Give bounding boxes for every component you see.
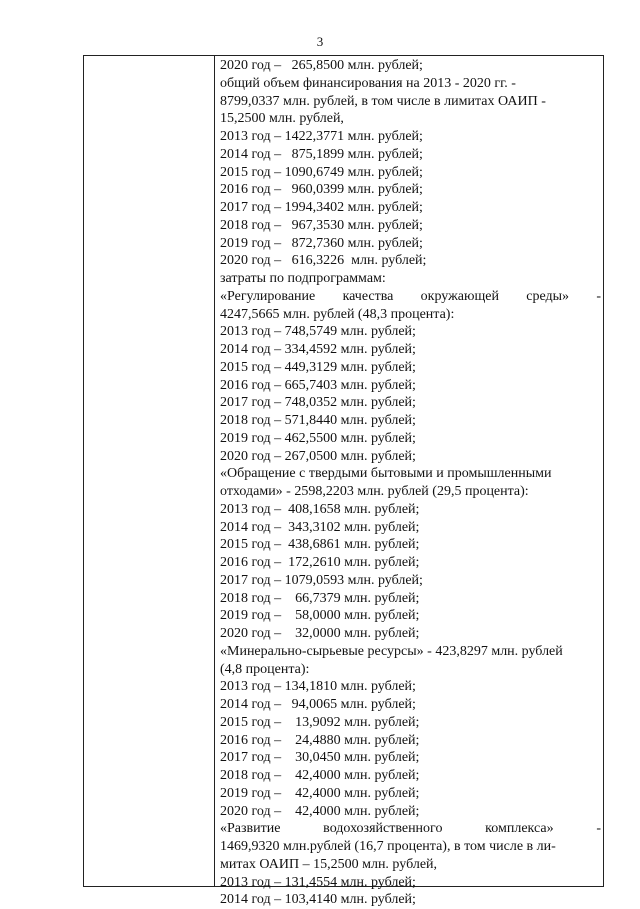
text-line: 2014 год – 875,1899 млн. рублей;: [220, 146, 423, 162]
text-line: «Обращение с твердыми бытовыми и промышленными: [220, 466, 552, 482]
text-line: 2019 год – 462,5500 млн. рублей;: [220, 430, 416, 446]
text-line: (4,8 процента):: [220, 661, 310, 677]
text-line: 2013 год – 408,1658 млн. рублей;: [220, 501, 420, 517]
text-line: «Регулирование качества окружающей среды» -: [220, 288, 601, 304]
text-line: 4247,5665 млн. рублей (48,3 процента):: [220, 306, 455, 322]
text-line: 2014 год – 334,4592 млн. рублей;: [220, 342, 416, 357]
text-line: 2019 год – 58,0000 млн. рублей;: [220, 608, 420, 624]
text-line: 2016 год – 172,2610 млн. рублей;: [220, 555, 420, 570]
text-line: 2020 год – 616,3226 млн. рублей;: [220, 253, 427, 269]
text-line: 2016 год – 960,0399 млн. рублей;: [220, 182, 423, 198]
text-line: 15,2500 млн. рублей,: [220, 111, 344, 127]
text-line: 2016 год – 24,4880 млн. рублей;: [220, 732, 420, 748]
text-line: 2020 год – 265,8500 млн. рублей;: [220, 58, 423, 73]
text-line: 2017 год – 1994,3402 млн. рублей;: [220, 200, 423, 215]
text-line: 2016 год – 665,7403 млн. рублей;: [220, 377, 416, 393]
text-line: 2018 год – 42,4000 млн. рублей;: [220, 768, 420, 783]
text-line: 2017 год – 748,0352 млн. рублей;: [220, 395, 416, 411]
text-line: 2015 год – 438,6861 млн. рублей;: [220, 537, 420, 553]
text-line: 1469,9320 млн.рублей (16,7 процента), в том числе в ли-: [220, 839, 556, 854]
page-number: 3: [316, 34, 324, 49]
text-line: общий объем финансирования на 2013 - 2020 гг. -: [220, 75, 516, 91]
text-line: 2017 год – 1079,0593 млн. рублей;: [220, 572, 423, 588]
text-line: затраты по подпрограммам:: [220, 271, 386, 286]
text-line: 2014 год – 343,3102 млн. рублей;: [220, 519, 420, 535]
text-line: 2018 год – 571,8440 млн. рублей;: [220, 413, 416, 428]
text-line: «Минерально-сырьевые ресурсы» - 423,8297 млн. рублей: [220, 643, 563, 659]
text-line: 2018 год – 66,7379 млн. рублей;: [220, 590, 420, 606]
text-line: 8799,0337 млн. рублей, в том числе в лимитах ОАИП -: [220, 93, 546, 109]
text-line: 2015 год – 1090,6749 млн. рублей;: [220, 164, 423, 180]
text-line: 2013 год – 131,4554 млн. рублей;: [220, 874, 416, 890]
table-right-cell: [220, 56, 601, 908]
text-line: 2020 год – 42,4000 млн. рублей;: [220, 803, 420, 819]
text-line: митах ОАИП – 15,2500 млн. рублей,: [220, 856, 438, 872]
text-line: 2015 год – 13,9092 млн. рублей;: [220, 714, 420, 730]
table-left-cell: [84, 56, 215, 886]
text-line: 2013 год – 134,1810 млн. рублей;: [220, 679, 416, 695]
text-line: 2014 год – 94,0065 млн. рублей;: [220, 697, 416, 712]
text-line: «Развитие водохозяйственного комплекса» -: [220, 821, 601, 837]
text-line: 2019 год – 872,7360 млн. рублей;: [220, 235, 423, 251]
text-line: 2019 год – 42,4000 млн. рублей;: [220, 785, 420, 801]
text-line: 2018 год – 967,3530 млн. рублей;: [220, 217, 423, 233]
text-line: 2014 год – 103,4140 млн. рублей;: [220, 892, 416, 908]
text-line: 2017 год – 30,0450 млн. рублей;: [220, 750, 420, 766]
text-line: 2013 год – 748,5749 млн. рублей;: [220, 324, 416, 340]
text-line: 2015 год – 449,3129 млн. рублей;: [220, 359, 416, 375]
text-line: отходами» - 2598,2203 млн. рублей (29,5 процента):: [220, 484, 529, 499]
text-line: 2020 год – 267,0500 млн. рублей;: [220, 448, 416, 464]
text-line: 2013 год – 1422,3771 млн. рублей;: [220, 129, 423, 144]
text-line: 2020 год – 32,0000 млн. рублей;: [220, 626, 420, 641]
program-table: [83, 55, 604, 908]
